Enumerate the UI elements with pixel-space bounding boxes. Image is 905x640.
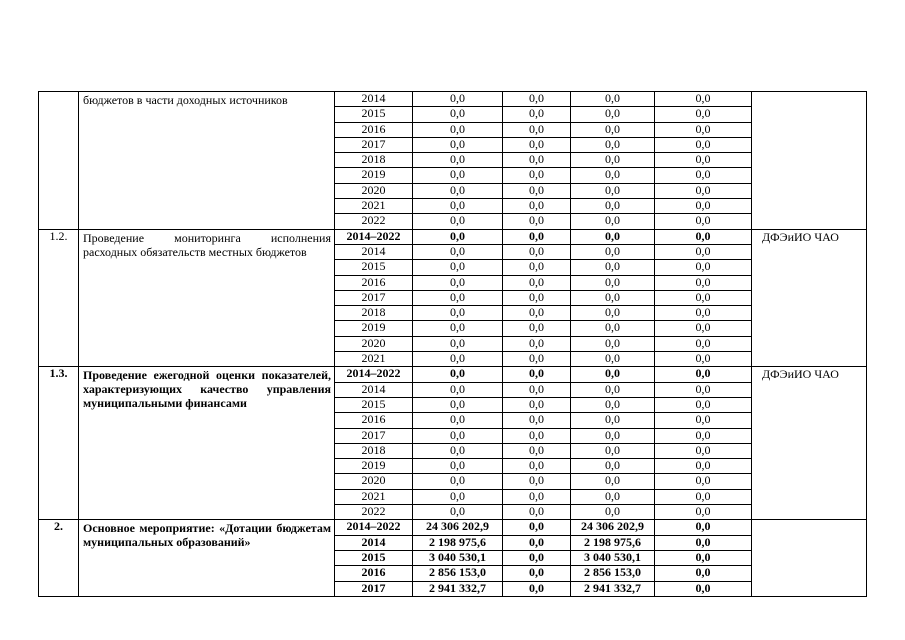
amount-cell: 0,0	[571, 397, 655, 412]
year-cell: 2014–2022	[335, 367, 413, 382]
amount-cell: 24 306 202,9	[571, 520, 655, 535]
amount-cell: 0,0	[655, 413, 752, 428]
amount-cell: 0,0	[571, 260, 655, 275]
amount-cell: 0,0	[413, 413, 503, 428]
amount-cell: 0,0	[571, 214, 655, 229]
amount-cell: 0,0	[571, 153, 655, 168]
amount-cell: 0,0	[413, 260, 503, 275]
amount-cell: 0,0	[503, 229, 571, 244]
amount-cell: 0,0	[503, 199, 571, 214]
year-cell: 2015	[335, 107, 413, 122]
amount-cell: 0,0	[655, 566, 752, 581]
amount-cell: 0,0	[413, 459, 503, 474]
amount-cell: 0,0	[503, 244, 571, 259]
year-cell: 2022	[335, 214, 413, 229]
year-cell: 2021	[335, 199, 413, 214]
amount-cell: 0,0	[503, 352, 571, 367]
year-cell: 2018	[335, 443, 413, 458]
amount-cell: 0,0	[571, 428, 655, 443]
amount-cell: 0,0	[503, 428, 571, 443]
amount-cell: 0,0	[503, 459, 571, 474]
amount-cell: 0,0	[571, 244, 655, 259]
amount-cell: 0,0	[503, 550, 571, 565]
year-cell: 2015	[335, 260, 413, 275]
year-cell: 2019	[335, 321, 413, 336]
year-cell: 2021	[335, 352, 413, 367]
year-cell: 2017	[335, 290, 413, 305]
amount-cell: 2 856 153,0	[571, 566, 655, 581]
year-cell: 2020	[335, 336, 413, 351]
amount-cell: 0,0	[571, 505, 655, 520]
year-cell: 2014–2022	[335, 520, 413, 535]
amount-cell: 0,0	[655, 306, 752, 321]
amount-cell: 0,0	[571, 199, 655, 214]
amount-cell: 0,0	[571, 275, 655, 290]
amount-cell: 0,0	[571, 489, 655, 504]
amount-cell: 0,0	[655, 260, 752, 275]
amount-cell: 0,0	[655, 367, 752, 382]
amount-cell: 0,0	[413, 229, 503, 244]
amount-cell: 0,0	[413, 306, 503, 321]
amount-cell: 0,0	[413, 199, 503, 214]
amount-cell: 0,0	[655, 137, 752, 152]
year-cell: 2014–2022	[335, 229, 413, 244]
year-cell: 2018	[335, 153, 413, 168]
amount-cell: 0,0	[571, 137, 655, 152]
amount-cell: 0,0	[413, 275, 503, 290]
amount-cell: 0,0	[413, 367, 503, 382]
amount-cell: 0,0	[503, 367, 571, 382]
item-name: бюджетов в части доходных источников	[79, 92, 335, 230]
amount-cell: 0,0	[655, 122, 752, 137]
item-number	[39, 92, 79, 230]
amount-cell: 0,0	[655, 520, 752, 535]
year-cell: 2017	[335, 581, 413, 596]
year-cell: 2016	[335, 275, 413, 290]
amount-cell: 0,0	[503, 260, 571, 275]
amount-cell: 0,0	[503, 413, 571, 428]
year-cell: 2014	[335, 382, 413, 397]
amount-cell: 0,0	[655, 459, 752, 474]
amount-cell: 0,0	[413, 92, 503, 107]
amount-cell: 0,0	[655, 168, 752, 183]
amount-cell: 0,0	[655, 229, 752, 244]
amount-cell: 0,0	[413, 122, 503, 137]
year-cell: 2020	[335, 474, 413, 489]
amount-cell: 0,0	[571, 229, 655, 244]
amount-cell: 0,0	[571, 92, 655, 107]
amount-cell: 0,0	[571, 306, 655, 321]
year-cell: 2019	[335, 168, 413, 183]
amount-cell: 0,0	[503, 566, 571, 581]
amount-cell: 0,0	[413, 321, 503, 336]
amount-cell: 0,0	[571, 459, 655, 474]
amount-cell: 0,0	[503, 290, 571, 305]
amount-cell: 0,0	[655, 505, 752, 520]
budget-table-body	[39, 92, 867, 597]
amount-cell: 0,0	[413, 428, 503, 443]
executor-cell: ДФЭиИО ЧАО	[752, 229, 867, 367]
amount-cell: 0,0	[571, 443, 655, 458]
amount-cell: 0,0	[503, 137, 571, 152]
amount-cell: 0,0	[655, 474, 752, 489]
amount-cell: 0,0	[655, 428, 752, 443]
executor-cell	[752, 520, 867, 596]
amount-cell: 0,0	[655, 550, 752, 565]
amount-cell: 0,0	[655, 336, 752, 351]
amount-cell: 0,0	[655, 183, 752, 198]
budget-table	[38, 91, 867, 597]
amount-cell: 0,0	[655, 489, 752, 504]
amount-cell: 0,0	[655, 153, 752, 168]
year-cell: 2018	[335, 306, 413, 321]
amount-cell: 0,0	[413, 489, 503, 504]
item-name: Проведение мониторинга исполнения расходных обязательств местных бюджетов	[79, 229, 335, 367]
amount-cell: 0,0	[413, 290, 503, 305]
amount-cell: 0,0	[503, 214, 571, 229]
amount-cell: 0,0	[413, 505, 503, 520]
year-cell: 2022	[335, 505, 413, 520]
amount-cell: 0,0	[503, 107, 571, 122]
amount-cell: 0,0	[655, 352, 752, 367]
year-cell: 2017	[335, 428, 413, 443]
amount-cell: 0,0	[503, 535, 571, 550]
amount-cell: 2 198 975,6	[413, 535, 503, 550]
amount-cell: 0,0	[655, 199, 752, 214]
year-cell: 2015	[335, 397, 413, 412]
amount-cell: 2 941 332,7	[413, 581, 503, 596]
amount-cell: 3 040 530,1	[571, 550, 655, 565]
amount-cell: 0,0	[413, 443, 503, 458]
amount-cell: 0,0	[503, 474, 571, 489]
amount-cell: 0,0	[413, 382, 503, 397]
amount-cell: 0,0	[571, 367, 655, 382]
item-number: 1.3.	[39, 367, 79, 520]
amount-cell: 0,0	[655, 581, 752, 596]
amount-cell: 0,0	[413, 153, 503, 168]
amount-cell: 0,0	[503, 275, 571, 290]
amount-cell: 0,0	[571, 168, 655, 183]
item-number: 2.	[39, 520, 79, 596]
amount-cell: 0,0	[413, 137, 503, 152]
table-row	[39, 520, 867, 535]
amount-cell: 0,0	[413, 244, 503, 259]
amount-cell: 0,0	[503, 443, 571, 458]
amount-cell: 0,0	[413, 214, 503, 229]
amount-cell: 0,0	[655, 290, 752, 305]
executor-cell	[752, 92, 867, 230]
amount-cell: 3 040 530,1	[413, 550, 503, 565]
amount-cell: 0,0	[503, 397, 571, 412]
table-row	[39, 367, 867, 382]
amount-cell: 0,0	[503, 92, 571, 107]
year-cell: 2014	[335, 535, 413, 550]
amount-cell: 0,0	[571, 290, 655, 305]
amount-cell: 0,0	[571, 107, 655, 122]
amount-cell: 0,0	[413, 183, 503, 198]
amount-cell: 0,0	[503, 489, 571, 504]
table-row	[39, 229, 867, 244]
year-cell: 2015	[335, 550, 413, 565]
amount-cell: 0,0	[503, 306, 571, 321]
amount-cell: 2 198 975,6	[571, 535, 655, 550]
amount-cell: 0,0	[503, 168, 571, 183]
amount-cell: 0,0	[503, 321, 571, 336]
amount-cell: 2 941 332,7	[571, 581, 655, 596]
year-cell: 2019	[335, 459, 413, 474]
amount-cell: 0,0	[571, 413, 655, 428]
amount-cell: 0,0	[655, 397, 752, 412]
year-cell: 2016	[335, 122, 413, 137]
amount-cell: 0,0	[503, 505, 571, 520]
year-cell: 2016	[335, 566, 413, 581]
amount-cell: 0,0	[413, 168, 503, 183]
year-cell: 2014	[335, 92, 413, 107]
amount-cell: 0,0	[655, 214, 752, 229]
year-cell: 2016	[335, 413, 413, 428]
amount-cell: 0,0	[655, 244, 752, 259]
amount-cell: 0,0	[571, 474, 655, 489]
amount-cell: 0,0	[655, 321, 752, 336]
amount-cell: 0,0	[413, 107, 503, 122]
amount-cell: 0,0	[413, 336, 503, 351]
item-number: 1.2.	[39, 229, 79, 367]
amount-cell: 0,0	[503, 153, 571, 168]
amount-cell: 0,0	[571, 183, 655, 198]
amount-cell: 0,0	[655, 535, 752, 550]
amount-cell: 0,0	[655, 92, 752, 107]
year-cell: 2017	[335, 137, 413, 152]
amount-cell: 0,0	[503, 581, 571, 596]
amount-cell: 0,0	[503, 122, 571, 137]
amount-cell: 24 306 202,9	[413, 520, 503, 535]
amount-cell: 0,0	[413, 352, 503, 367]
amount-cell: 0,0	[571, 321, 655, 336]
amount-cell: 0,0	[655, 443, 752, 458]
year-cell: 2020	[335, 183, 413, 198]
amount-cell: 0,0	[655, 275, 752, 290]
amount-cell: 0,0	[571, 336, 655, 351]
executor-cell: ДФЭиИО ЧАО	[752, 367, 867, 520]
amount-cell: 0,0	[571, 382, 655, 397]
amount-cell: 0,0	[413, 397, 503, 412]
amount-cell: 0,0	[503, 183, 571, 198]
amount-cell: 2 856 153,0	[413, 566, 503, 581]
amount-cell: 0,0	[503, 520, 571, 535]
item-name: Основное мероприятие: «Дотации бюджетам муниципальных образований»	[79, 520, 335, 596]
amount-cell: 0,0	[655, 107, 752, 122]
amount-cell: 0,0	[503, 382, 571, 397]
amount-cell: 0,0	[571, 352, 655, 367]
amount-cell: 0,0	[571, 122, 655, 137]
amount-cell: 0,0	[413, 474, 503, 489]
amount-cell: 0,0	[655, 382, 752, 397]
year-cell: 2021	[335, 489, 413, 504]
year-cell: 2014	[335, 244, 413, 259]
amount-cell: 0,0	[503, 336, 571, 351]
item-name: Проведение ежегодной оценки показателей, характеризующих качество управления муниципальными финансами	[79, 367, 335, 520]
table-row	[39, 92, 867, 107]
